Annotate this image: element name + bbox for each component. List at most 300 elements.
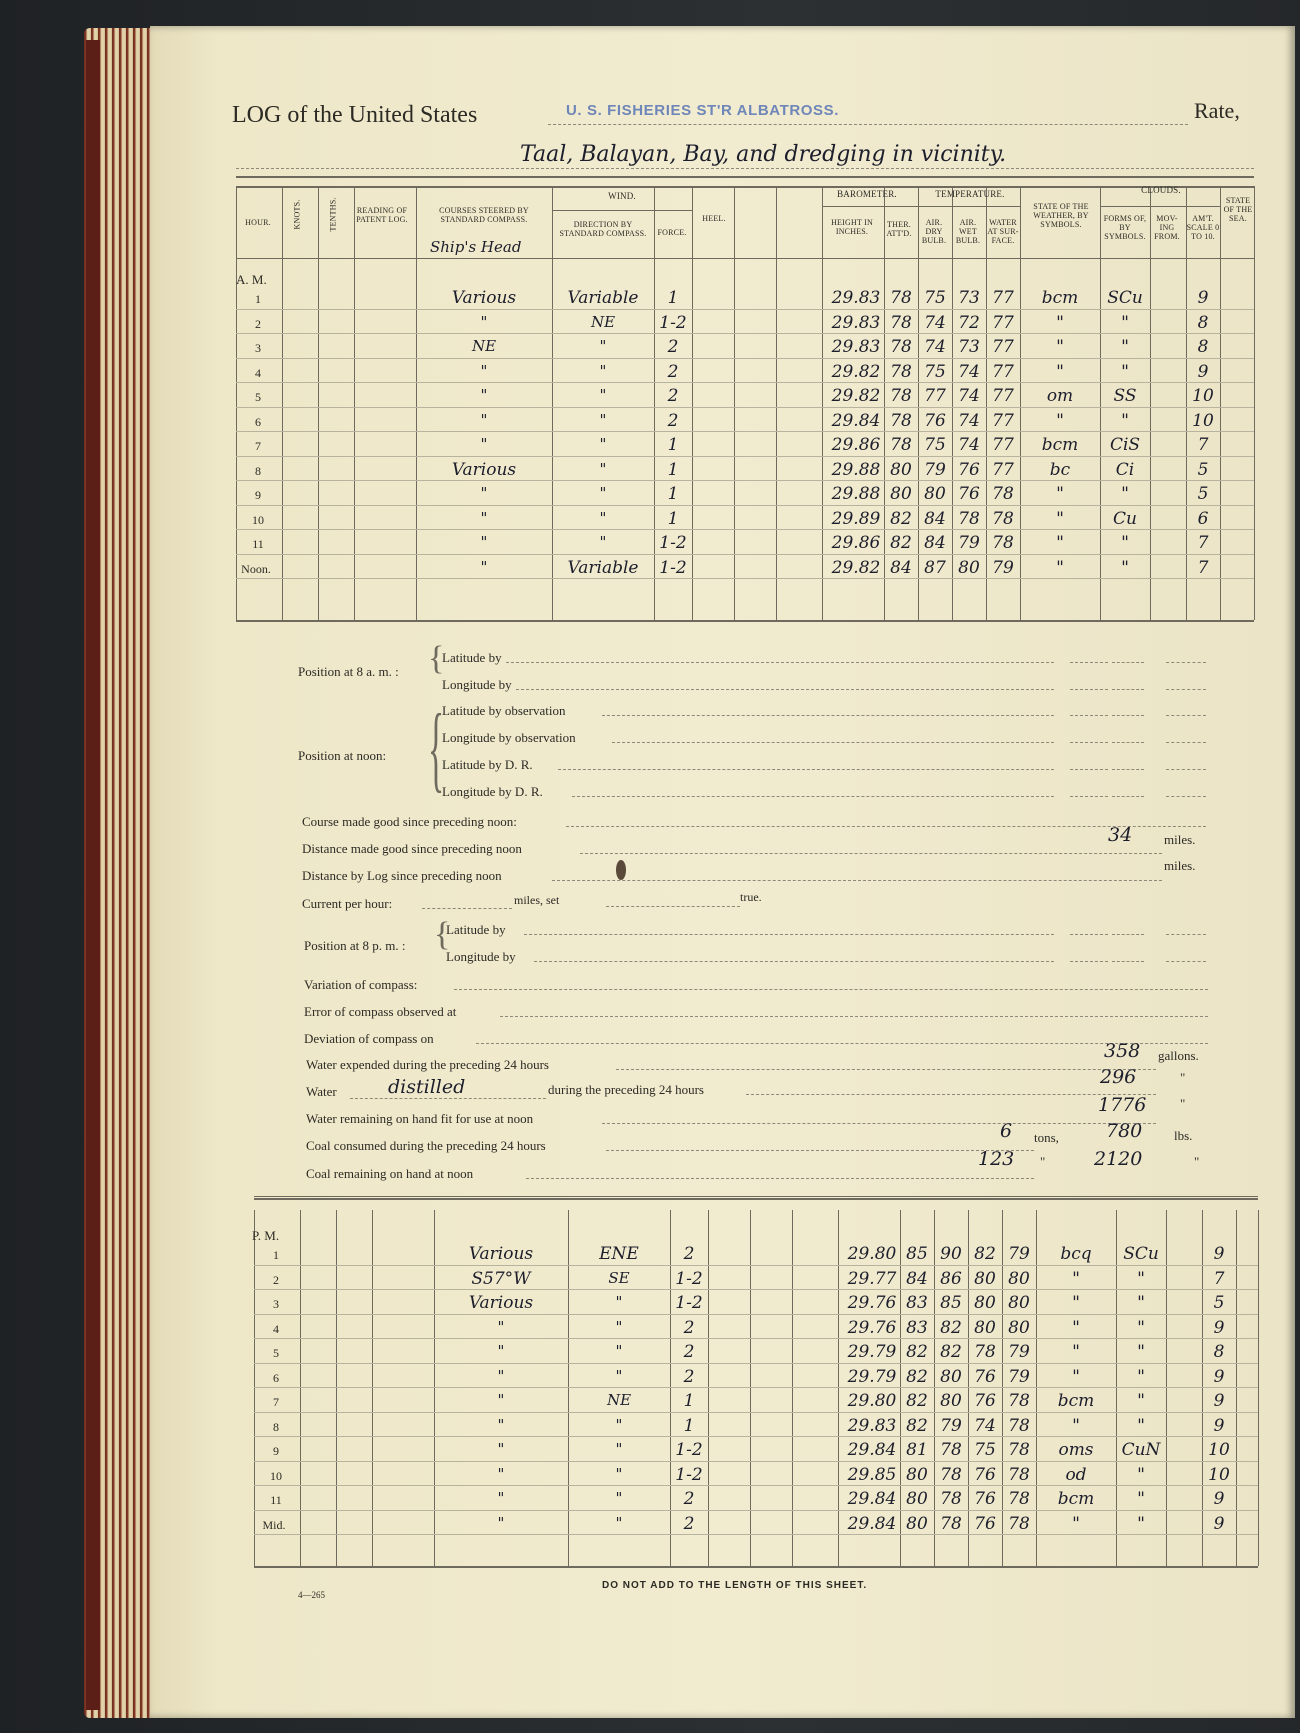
am-air-wet: 72 bbox=[958, 312, 980, 333]
am-col-line bbox=[236, 186, 237, 620]
rule-current-set bbox=[606, 906, 740, 907]
am-row-rule bbox=[236, 480, 1254, 481]
pm-row-rule bbox=[254, 1412, 1258, 1413]
pm-weather: bcm bbox=[1057, 1489, 1095, 1509]
deg-rule bbox=[1070, 715, 1108, 716]
am-baro-height: 29.86 bbox=[831, 533, 881, 553]
pos-noon-lat-obs: Latitude by observation bbox=[442, 703, 566, 718]
rule-water-exp bbox=[616, 1069, 1156, 1070]
pm-hour: 8 bbox=[273, 1419, 279, 1434]
pm-wind-direction: NE bbox=[606, 1391, 632, 1409]
am-air-dry: 80 bbox=[924, 484, 946, 504]
am-hour: 7 bbox=[255, 439, 261, 453]
sec-rule bbox=[1166, 662, 1206, 663]
am-baro-ther: 80 bbox=[890, 459, 912, 480]
am-air-wet: 73 bbox=[958, 288, 980, 308]
pm-baro-ther: 80 bbox=[906, 1513, 928, 1534]
am-water-surface: 77 bbox=[992, 435, 1014, 455]
am-weather: bc bbox=[1049, 459, 1071, 480]
pm-course-steered: " bbox=[497, 1489, 505, 1507]
location-rule bbox=[236, 168, 1254, 169]
pm-cloud-amount: 10 bbox=[1208, 1464, 1230, 1485]
coal-consumed: Coal consumed during the preceding 24 hours bbox=[306, 1138, 546, 1153]
am-cloud-forms: " bbox=[1121, 361, 1129, 382]
am-air-dry: 77 bbox=[924, 386, 946, 406]
distance-made-good-unit: miles. bbox=[1164, 832, 1196, 847]
am-cloud-amount: 6 bbox=[1197, 508, 1209, 529]
am-hour: 8 bbox=[255, 463, 261, 478]
pm-air-wet: 76 bbox=[974, 1489, 996, 1509]
pos-8pm-long: Longitude by bbox=[446, 949, 516, 964]
col-courses: COURSES STEERED BY STANDARD COMPASS. bbox=[439, 206, 529, 224]
pm-air-wet: 76 bbox=[974, 1464, 996, 1485]
pm-air-dry: 79 bbox=[940, 1415, 962, 1436]
pm-cloud-amount: 9 bbox=[1213, 1415, 1225, 1436]
pm-water-surface: 80 bbox=[1008, 1293, 1030, 1313]
am-water-surface: 77 bbox=[992, 312, 1014, 333]
pm-row-rule bbox=[254, 1387, 1258, 1388]
am-wind-force: 1 bbox=[667, 435, 679, 455]
am-wind-direction: Variable bbox=[567, 288, 639, 308]
pm-hour: Mid. bbox=[262, 1517, 286, 1532]
am-hour: 10 bbox=[252, 512, 264, 527]
pm-wind-direction: " bbox=[615, 1440, 623, 1458]
current-miles-set: miles, set bbox=[514, 893, 560, 907]
am-course-steered: " bbox=[480, 533, 488, 551]
am-air-dry: 87 bbox=[924, 557, 946, 578]
am-weather: bcm bbox=[1041, 435, 1079, 455]
pm-water-surface: 79 bbox=[1008, 1366, 1030, 1387]
am-cloud-amount: 5 bbox=[1197, 459, 1209, 480]
am-air-wet: 73 bbox=[958, 337, 980, 357]
distance-made-good-value: 34 bbox=[1108, 824, 1133, 846]
am-weather: " bbox=[1056, 312, 1064, 333]
pm-course-steered: " bbox=[497, 1440, 505, 1458]
pm-wind-direction: " bbox=[615, 1366, 623, 1385]
am-air-wet: 78 bbox=[958, 508, 980, 529]
rule-dist-good bbox=[580, 853, 1162, 854]
water-distilled-value: 296 bbox=[1100, 1066, 1137, 1088]
am-baro-ther: 78 bbox=[890, 361, 912, 382]
col-barometer: BAROMETER. bbox=[837, 189, 897, 199]
water-expended-unit: gallons. bbox=[1158, 1048, 1199, 1063]
am-weather: " bbox=[1056, 484, 1064, 504]
rate-label: Rate, bbox=[1194, 98, 1240, 123]
am-hour: 9 bbox=[255, 488, 261, 502]
pm-baro-ther: 82 bbox=[906, 1415, 928, 1436]
rule-variation bbox=[454, 989, 1208, 990]
am-wind-force: 1 bbox=[667, 288, 679, 308]
pm-wind-force: 1-2 bbox=[675, 1464, 703, 1485]
am-row-rule bbox=[236, 358, 1254, 359]
am-row-rule bbox=[236, 529, 1254, 530]
am-course-steered: " bbox=[480, 508, 488, 527]
pm-baro-height: 29.79 bbox=[847, 1342, 897, 1362]
coal-tons-unit: tons, bbox=[1034, 1130, 1059, 1145]
baro-temp-sub-rule bbox=[822, 206, 1020, 207]
pm-baro-height: 29.79 bbox=[847, 1366, 897, 1387]
pm-air-wet: 82 bbox=[974, 1244, 996, 1264]
min-rule bbox=[1112, 662, 1144, 663]
pm-wind-direction: " bbox=[615, 1489, 623, 1507]
pm-cloud-forms: " bbox=[1137, 1342, 1145, 1362]
am-head-double-rule bbox=[236, 176, 1254, 178]
am-row-rule bbox=[236, 333, 1254, 334]
am-cloud-amount: 10 bbox=[1192, 386, 1214, 406]
pm-hour: 3 bbox=[273, 1297, 279, 1311]
coal-remaining: Coal remaining on hand at noon bbox=[306, 1166, 474, 1181]
am-course-steered: " bbox=[480, 312, 488, 331]
am-water-surface: 78 bbox=[992, 533, 1014, 553]
am-cloud-forms: SCu bbox=[1107, 288, 1143, 308]
am-row-rule bbox=[236, 554, 1254, 555]
pm-baro-ther: 81 bbox=[906, 1440, 928, 1460]
am-hour: 6 bbox=[255, 414, 261, 429]
pm-wind-force: 2 bbox=[683, 1489, 695, 1509]
am-cloud-amount: 5 bbox=[1197, 484, 1209, 504]
am-course-steered: " bbox=[480, 484, 488, 502]
pm-hour: 5 bbox=[273, 1346, 279, 1360]
col-knots: KNOTS. bbox=[292, 199, 302, 230]
pm-air-dry: 82 bbox=[940, 1317, 962, 1338]
brace-8am: { bbox=[428, 640, 445, 677]
pm-baro-height: 29.80 bbox=[847, 1244, 897, 1264]
pm-weather: " bbox=[1072, 1293, 1080, 1313]
am-baro-height: 29.82 bbox=[831, 557, 881, 578]
am-hour: 5 bbox=[255, 390, 261, 404]
am-baro-ther: 78 bbox=[890, 386, 912, 406]
deg-rule bbox=[1070, 961, 1108, 962]
distance-made-good: Distance made good since preceding noon bbox=[302, 841, 522, 856]
am-air-wet: 74 bbox=[958, 435, 980, 455]
am-baro-ther: 78 bbox=[890, 288, 912, 308]
water-remaining: Water remaining on hand fit for use at noon bbox=[306, 1111, 534, 1126]
pm-cloud-amount: 9 bbox=[1213, 1317, 1225, 1338]
form-number: 4—265 bbox=[298, 1590, 325, 1600]
pm-baro-ther: 80 bbox=[906, 1489, 928, 1509]
rule-current bbox=[422, 908, 512, 909]
am-col-line bbox=[692, 186, 693, 620]
course-made-good: Course made good since preceding noon: bbox=[302, 814, 517, 829]
coal-consumed-lbs: 780 bbox=[1106, 1120, 1143, 1142]
pm-baro-height: 29.77 bbox=[847, 1268, 897, 1289]
pos-8am-long: Longitude by bbox=[442, 677, 512, 692]
pm-air-dry: 78 bbox=[940, 1489, 962, 1509]
pm-baro-ther: 83 bbox=[906, 1293, 928, 1313]
rule-8pm-long bbox=[534, 961, 1054, 962]
pm-baro-height: 29.76 bbox=[847, 1317, 897, 1338]
col-baro-ther: THER. ATT'D. bbox=[886, 220, 912, 238]
am-course-steered: Various bbox=[451, 459, 517, 480]
distance-by-log-unit: miles. bbox=[1164, 858, 1196, 873]
pm-cloud-amount: 9 bbox=[1213, 1244, 1225, 1264]
am-wind-direction: " bbox=[599, 337, 607, 355]
am-hour: 3 bbox=[255, 341, 261, 355]
am-wind-force: 1-2 bbox=[659, 557, 687, 578]
pm-wind-direction: SE bbox=[608, 1268, 630, 1287]
deg-rule bbox=[1070, 742, 1108, 743]
am-air-dry: 76 bbox=[924, 410, 946, 431]
rule-water-kind bbox=[350, 1098, 546, 1099]
am-hour: Noon. bbox=[241, 561, 271, 576]
deviation-compass: Deviation of compass on bbox=[304, 1031, 434, 1046]
pm-baro-ther: 80 bbox=[906, 1464, 928, 1485]
am-cloud-amount: 9 bbox=[1197, 288, 1209, 308]
am-wind-force: 1 bbox=[667, 484, 679, 504]
rule-8pm-lat bbox=[524, 934, 1054, 935]
col-cloud-amount: AM'T. SCALE 0 TO 10. bbox=[1186, 214, 1220, 241]
am-cloud-forms: SS bbox=[1113, 386, 1137, 406]
am-cloud-forms: " bbox=[1121, 484, 1129, 504]
col-cloud-moving: MOV-ING FROM. bbox=[1154, 214, 1180, 241]
am-air-wet: 74 bbox=[958, 386, 980, 406]
am-air-wet: 80 bbox=[958, 557, 980, 578]
pm-air-wet: 80 bbox=[974, 1317, 996, 1338]
pm-wind-force: 1 bbox=[683, 1415, 695, 1436]
am-row-rule bbox=[236, 407, 1254, 408]
am-baro-height: 29.83 bbox=[831, 288, 881, 308]
pm-water-surface: 78 bbox=[1008, 1489, 1030, 1509]
col-wind-direction: DIRECTION BY STANDARD COMPASS. bbox=[559, 220, 647, 238]
pm-col-line bbox=[372, 1210, 373, 1566]
pm-hour: 4 bbox=[273, 1321, 279, 1336]
col-water-surface: WATER AT SUR-FACE. bbox=[987, 218, 1019, 245]
am-water-surface: 77 bbox=[992, 410, 1014, 431]
am-wind-direction: Variable bbox=[567, 557, 639, 578]
am-air-dry: 84 bbox=[924, 533, 946, 553]
pm-cloud-forms: " bbox=[1137, 1366, 1145, 1387]
am-wind-force: 1-2 bbox=[659, 312, 687, 333]
pm-cloud-forms: SCu bbox=[1123, 1244, 1159, 1264]
rule-error bbox=[500, 1016, 1208, 1017]
am-course-steered: NE bbox=[471, 337, 497, 355]
am-baro-height: 29.83 bbox=[831, 337, 881, 357]
pm-air-dry: 86 bbox=[940, 1268, 962, 1289]
pm-baro-height: 29.85 bbox=[847, 1464, 897, 1485]
book-spine bbox=[86, 40, 100, 1710]
pm-row-rule bbox=[254, 1461, 1258, 1462]
pos-noon-long-dr: Longitude by D. R. bbox=[442, 784, 543, 799]
am-label: A. M. bbox=[236, 272, 267, 287]
pm-water-surface: 78 bbox=[1008, 1440, 1030, 1460]
am-cloud-forms: Ci bbox=[1115, 459, 1135, 480]
pm-air-dry: 82 bbox=[940, 1342, 962, 1362]
pos-8am-label: Position at 8 a. m. : bbox=[298, 664, 399, 679]
wind-sub-rule bbox=[552, 210, 692, 211]
sec-rule bbox=[1166, 689, 1206, 690]
pm-cloud-forms: " bbox=[1137, 1317, 1145, 1338]
pm-air-wet: 76 bbox=[974, 1366, 996, 1387]
pm-top-double bbox=[254, 1196, 1258, 1197]
am-cloud-amount: 7 bbox=[1197, 557, 1209, 578]
am-air-dry: 74 bbox=[924, 337, 946, 357]
pm-cloud-forms: " bbox=[1137, 1391, 1145, 1411]
am-weather: " bbox=[1056, 508, 1064, 529]
am-wind-direction: " bbox=[599, 533, 607, 551]
pm-col-line bbox=[1236, 1210, 1237, 1566]
coal-lbs-unit: lbs. bbox=[1174, 1128, 1193, 1143]
pm-air-dry: 85 bbox=[940, 1293, 962, 1313]
pm-cloud-forms: " bbox=[1137, 1464, 1145, 1485]
pos-8am-lat: Latitude by bbox=[442, 650, 502, 665]
am-baro-height: 29.86 bbox=[831, 435, 881, 455]
pm-wind-force: 2 bbox=[683, 1342, 695, 1362]
am-air-dry: 84 bbox=[924, 508, 946, 529]
am-wind-force: 2 bbox=[667, 337, 679, 357]
pm-wind-direction: " bbox=[615, 1513, 623, 1532]
pm-col-line bbox=[254, 1210, 255, 1566]
col-wind-force: FORCE. bbox=[657, 228, 687, 237]
brace-8pm: { bbox=[434, 916, 451, 953]
am-water-surface: 79 bbox=[992, 557, 1014, 578]
am-wind-force: 1-2 bbox=[659, 533, 687, 553]
am-cloud-forms: CiS bbox=[1109, 435, 1141, 455]
pm-air-dry: 78 bbox=[940, 1513, 962, 1534]
pm-wind-force: 1-2 bbox=[675, 1268, 703, 1289]
pm-air-wet: 80 bbox=[974, 1268, 996, 1289]
pm-baro-height: 29.84 bbox=[847, 1489, 897, 1509]
pm-col-line bbox=[336, 1210, 337, 1566]
pm-cloud-amount: 8 bbox=[1213, 1342, 1225, 1362]
pm-water-surface: 78 bbox=[1008, 1391, 1030, 1411]
pm-air-wet: 75 bbox=[974, 1440, 996, 1460]
am-col-line bbox=[1150, 186, 1151, 620]
pm-baro-ther: 82 bbox=[906, 1366, 928, 1387]
am-col-line bbox=[354, 186, 355, 620]
am-water-surface: 77 bbox=[992, 361, 1014, 382]
pm-label: P. M. bbox=[252, 1228, 280, 1243]
pm-baro-ther: 82 bbox=[906, 1391, 928, 1411]
pm-wind-direction: " bbox=[615, 1464, 623, 1483]
pm-baro-ther: 84 bbox=[906, 1268, 928, 1289]
am-wind-direction: NE bbox=[590, 312, 616, 331]
am-col-line bbox=[318, 186, 319, 620]
pm-weather: bcm bbox=[1057, 1391, 1095, 1411]
pm-cloud-amount: 7 bbox=[1213, 1268, 1225, 1289]
pm-air-dry: 78 bbox=[940, 1440, 962, 1460]
sec-rule bbox=[1166, 934, 1206, 935]
rule-8am-lat bbox=[506, 662, 1054, 663]
col-air-dry: AIR. DRY BULB. bbox=[921, 218, 947, 245]
rule-deviation bbox=[476, 1043, 1208, 1044]
col-patent-log: READING OF PATENT LOG. bbox=[356, 206, 408, 224]
rule-noon-lat-dr bbox=[558, 769, 1054, 770]
am-air-dry: 79 bbox=[924, 459, 946, 480]
pos-8pm-lat: Latitude by bbox=[446, 922, 506, 937]
am-baro-height: 29.83 bbox=[831, 312, 881, 333]
pm-cloud-amount: 9 bbox=[1213, 1366, 1225, 1387]
pm-baro-height: 29.83 bbox=[847, 1415, 897, 1436]
rule-noon-lat-obs bbox=[602, 715, 1054, 716]
am-weather: " bbox=[1056, 557, 1064, 578]
col-cloud-forms: FORMS OF, BY SYMBOLS. bbox=[1103, 214, 1147, 241]
am-course-steered: " bbox=[480, 410, 488, 429]
ink-blot bbox=[616, 860, 626, 880]
deg-rule bbox=[1070, 689, 1108, 690]
am-wind-force: 1 bbox=[667, 508, 679, 529]
am-air-dry: 75 bbox=[924, 435, 946, 455]
pm-row-rule bbox=[254, 1338, 1258, 1339]
voyage-location: Taal, Balayan, Bay, and dredging in vicinity. bbox=[520, 142, 1007, 167]
pm-weather: " bbox=[1072, 1268, 1080, 1289]
am-wind-force: 2 bbox=[667, 410, 679, 431]
coal-remaining-lbs: 2120 bbox=[1094, 1148, 1143, 1170]
clouds-sub-rule bbox=[1100, 206, 1220, 207]
am-course-steered: " bbox=[480, 386, 488, 404]
am-weather: " bbox=[1056, 337, 1064, 357]
am-weather: " bbox=[1056, 361, 1064, 382]
water-expended-value: 358 bbox=[1104, 1040, 1141, 1062]
am-cloud-amount: 7 bbox=[1197, 435, 1209, 455]
pm-wind-direction: " bbox=[615, 1317, 623, 1336]
am-cloud-amount: 10 bbox=[1192, 410, 1214, 431]
pm-water-surface: 80 bbox=[1008, 1317, 1030, 1338]
am-cloud-amount: 7 bbox=[1197, 533, 1209, 553]
am-wind-direction: " bbox=[599, 484, 607, 502]
pm-row-rule bbox=[254, 1363, 1258, 1364]
length-notice: DO NOT ADD TO THE LENGTH OF THIS SHEET. bbox=[602, 1580, 868, 1591]
am-hour: 2 bbox=[255, 316, 261, 331]
pm-wind-direction: ENE bbox=[599, 1244, 639, 1264]
am-baro-ther: 82 bbox=[890, 533, 912, 553]
pm-cloud-amount: 9 bbox=[1213, 1391, 1225, 1411]
variation-compass: Variation of compass: bbox=[304, 977, 418, 992]
am-wind-direction: " bbox=[599, 361, 607, 380]
min-rule bbox=[1112, 934, 1144, 935]
am-cloud-forms: " bbox=[1121, 557, 1129, 578]
am-baro-height: 29.82 bbox=[831, 386, 881, 406]
am-weather: bcm bbox=[1041, 288, 1079, 308]
pm-baro-ther: 85 bbox=[906, 1244, 928, 1264]
am-air-dry: 75 bbox=[924, 361, 946, 382]
pm-wind-force: 1 bbox=[683, 1391, 695, 1411]
am-air-wet: 79 bbox=[958, 533, 980, 553]
pm-course-steered: S57°W bbox=[471, 1268, 531, 1289]
error-compass: Error of compass observed at bbox=[304, 1004, 457, 1019]
pm-weather: " bbox=[1072, 1415, 1080, 1436]
pm-col-line bbox=[1166, 1210, 1167, 1566]
pm-weather: " bbox=[1072, 1342, 1080, 1362]
am-baro-height: 29.88 bbox=[831, 484, 881, 504]
pm-baro-ther: 82 bbox=[906, 1342, 928, 1362]
pos-8pm-label: Position at 8 p. m. : bbox=[304, 938, 406, 953]
col-hour: HOUR. bbox=[245, 218, 271, 227]
am-water-surface: 78 bbox=[992, 508, 1014, 529]
rule-water-rem bbox=[602, 1123, 1156, 1124]
pm-hour: 9 bbox=[273, 1444, 279, 1458]
pm-baro-height: 29.84 bbox=[847, 1513, 897, 1534]
pm-weather: bcq bbox=[1060, 1244, 1092, 1264]
pm-cloud-amount: 10 bbox=[1208, 1440, 1230, 1460]
pm-course-steered: " bbox=[497, 1415, 505, 1434]
am-row-rule bbox=[236, 505, 1254, 506]
pm-air-dry: 80 bbox=[940, 1391, 962, 1411]
pm-hour: 6 bbox=[273, 1370, 279, 1385]
am-row-rule bbox=[236, 578, 1254, 579]
pm-col-line bbox=[750, 1210, 751, 1566]
min-rule bbox=[1112, 742, 1144, 743]
pm-water-surface: 79 bbox=[1008, 1342, 1030, 1362]
pm-wind-force: 1-2 bbox=[675, 1293, 703, 1313]
pm-cloud-forms: " bbox=[1137, 1293, 1145, 1313]
am-col-line bbox=[282, 186, 283, 620]
pm-course-steered: Various bbox=[468, 1244, 534, 1264]
pm-course-steered: " bbox=[497, 1464, 505, 1483]
am-air-wet: 76 bbox=[958, 459, 980, 480]
pm-hour: 7 bbox=[273, 1395, 279, 1409]
water-label: Water bbox=[306, 1084, 337, 1099]
pm-water-surface: 79 bbox=[1008, 1244, 1030, 1264]
